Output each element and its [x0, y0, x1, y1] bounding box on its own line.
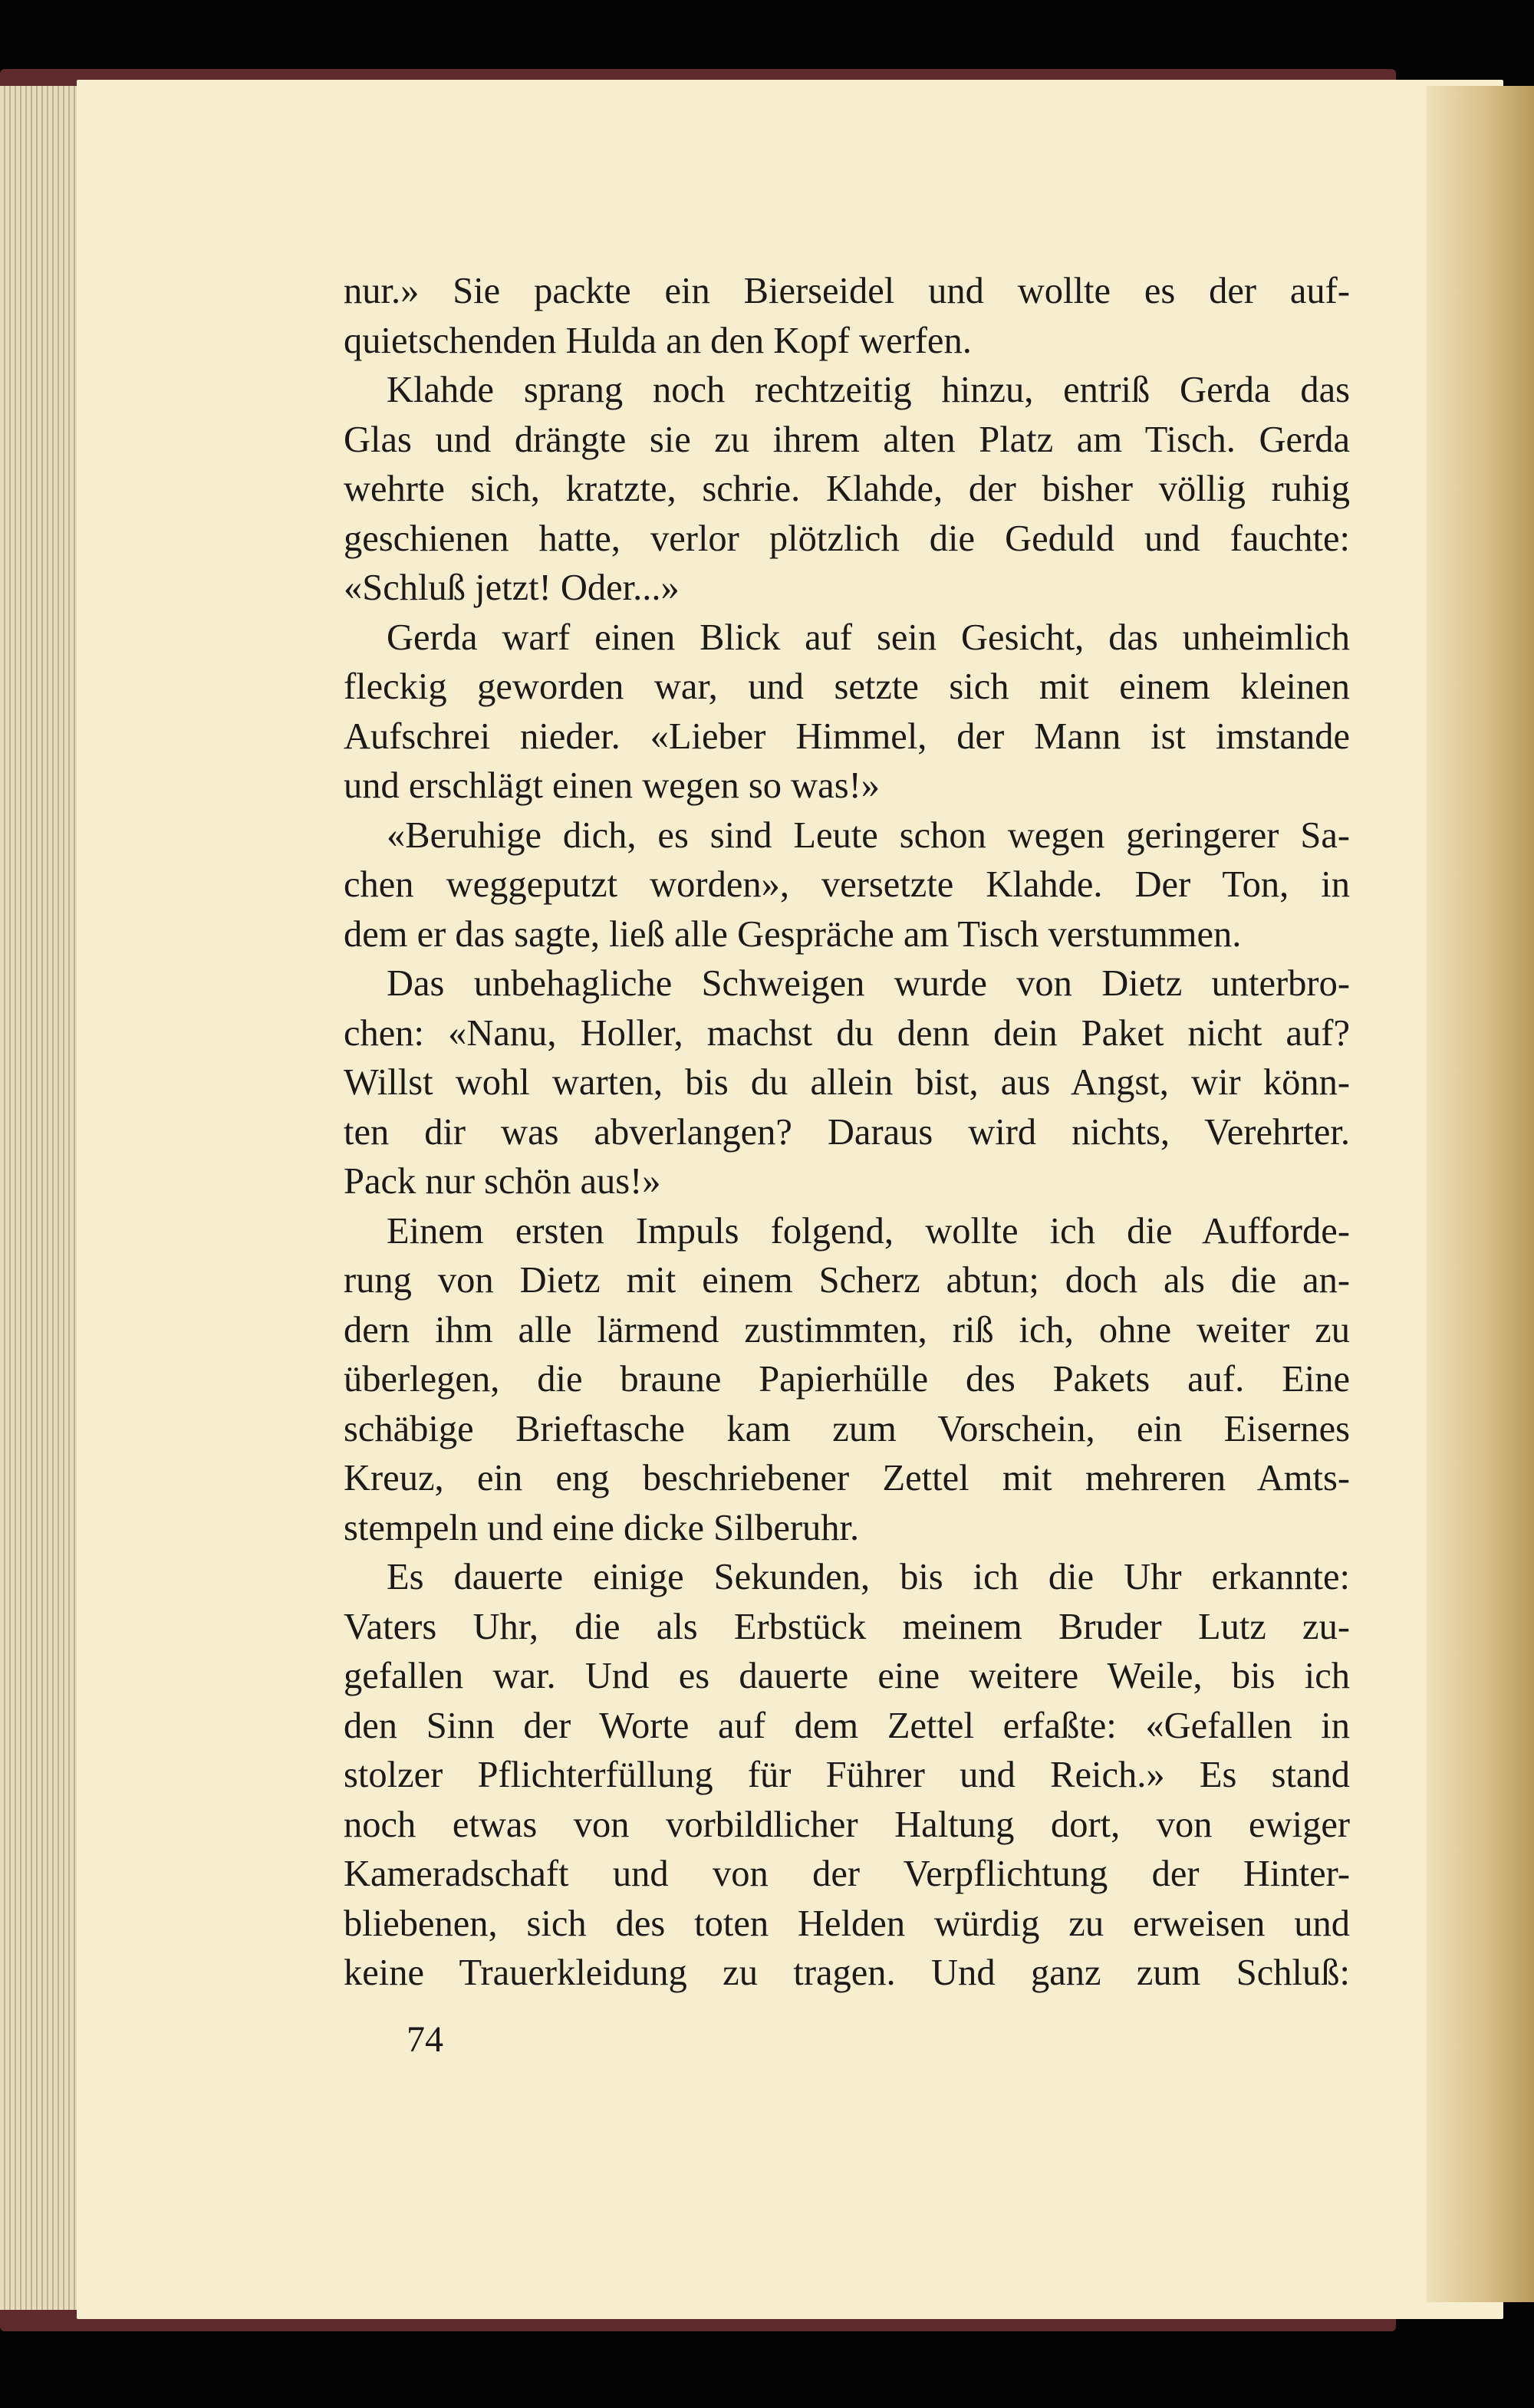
text-line: nur.» Sie packte ein Bierseidel und wollte es der auf-	[344, 271, 1350, 311]
text-line: Glas und drängte sie zu ihrem alten Platz am Tisch. Gerda	[344, 419, 1350, 460]
text-line: Gerda warf einen Blick auf sein Gesicht, das unheimlich	[387, 617, 1350, 658]
text-line: keine Trauerkleidung zu tragen. Und ganz zum Schluß:	[344, 1952, 1350, 1993]
text-line: Aufschrei nieder. «Lieber Himmel, der Mann ist imstande	[344, 715, 1350, 757]
page-number: 74	[407, 2019, 443, 2060]
text-line: Es dauerte einige Sekunden, bis ich die Uhr erkannte:	[387, 1557, 1350, 1597]
text-line: Klahde sprang noch rechtzeitig hinzu, entriß Gerda das	[387, 370, 1350, 410]
page-edges-right	[1427, 86, 1534, 2302]
text-line: dem er das sagte, ließ alle Gespräche am Tisch verstummen.	[344, 913, 1242, 955]
text-line: noch etwas von vorbildlicher Haltung dort, von ewiger	[344, 1804, 1350, 1845]
text-line: fleckig geworden war, und setzte sich mit einem kleinen	[344, 666, 1350, 707]
text-line: bliebenen, sich des toten Helden würdig zu erweisen und	[344, 1903, 1350, 1944]
text-line: «Schluß jetzt! Oder...»	[344, 567, 680, 608]
text-line: Pack nur schön aus!»	[344, 1161, 661, 1202]
text-line: Vaters Uhr, die als Erbstück meinem Bruder Lutz zu-	[344, 1606, 1350, 1647]
text-line: den Sinn der Worte auf dem Zettel erfaßte: «Gefallen in	[344, 1705, 1350, 1746]
page-edges-left	[0, 86, 84, 2310]
text-line: Das unbehagliche Schweigen wurde von Dietz unterbro-	[387, 963, 1350, 1004]
text-line: Kreuz, ein eng beschriebener Zettel mit mehreren Amts-	[344, 1458, 1350, 1498]
text-line: chen: «Nanu, Holler, machst du denn dein Paket nicht auf?	[344, 1012, 1350, 1054]
text-line: rung von Dietz mit einem Scherz abtun; doch als die an-	[344, 1260, 1350, 1301]
text-line: Willst wohl warten, bis du allein bist, aus Angst, wir könn-	[344, 1062, 1350, 1103]
text-line: wehrte sich, kratzte, schrie. Klahde, der bisher völlig ruhig	[344, 469, 1350, 509]
text-line: Kameradschaft und von der Verpflichtung der Hinter-	[344, 1854, 1350, 1894]
text-line: quietschenden Hulda an den Kopf werfen.	[344, 320, 972, 361]
text-line: geschienen hatte, verlor plötzlich die Geduld und fauchte:	[344, 518, 1350, 559]
text-line: und erschlägt einen wegen so was!»	[344, 765, 880, 806]
text-line: Einem ersten Impuls folgend, wollte ich die Aufforde-	[387, 1210, 1350, 1252]
text-line: gefallen war. Und es dauerte eine weitere Weile, bis ich	[344, 1656, 1350, 1696]
text-line: stolzer Pflichterfüllung für Führer und Reich.» Es stand	[344, 1755, 1350, 1795]
text-line: «Beruhige dich, es sind Leute schon wegen geringerer Sa-	[387, 814, 1350, 856]
text-line: überlegen, die braune Papierhülle des Pakets auf. Eine	[344, 1359, 1350, 1400]
text-line: stempeln und eine dicke Silberuhr.	[344, 1507, 860, 1548]
text-line: chen weggeputzt worden», versetzte Klahde. Der Ton, in	[344, 864, 1350, 905]
text-line: schäbige Brieftasche kam zum Vorschein, ein Eisernes	[344, 1408, 1350, 1449]
body-text	[344, 267, 1350, 1998]
text-line: dern ihm alle lärmend zustimmten, riß ich, ohne weiter zu	[344, 1309, 1350, 1350]
text-line: ten dir was abverlangen? Daraus wird nichts, Verehrter.	[344, 1111, 1350, 1153]
